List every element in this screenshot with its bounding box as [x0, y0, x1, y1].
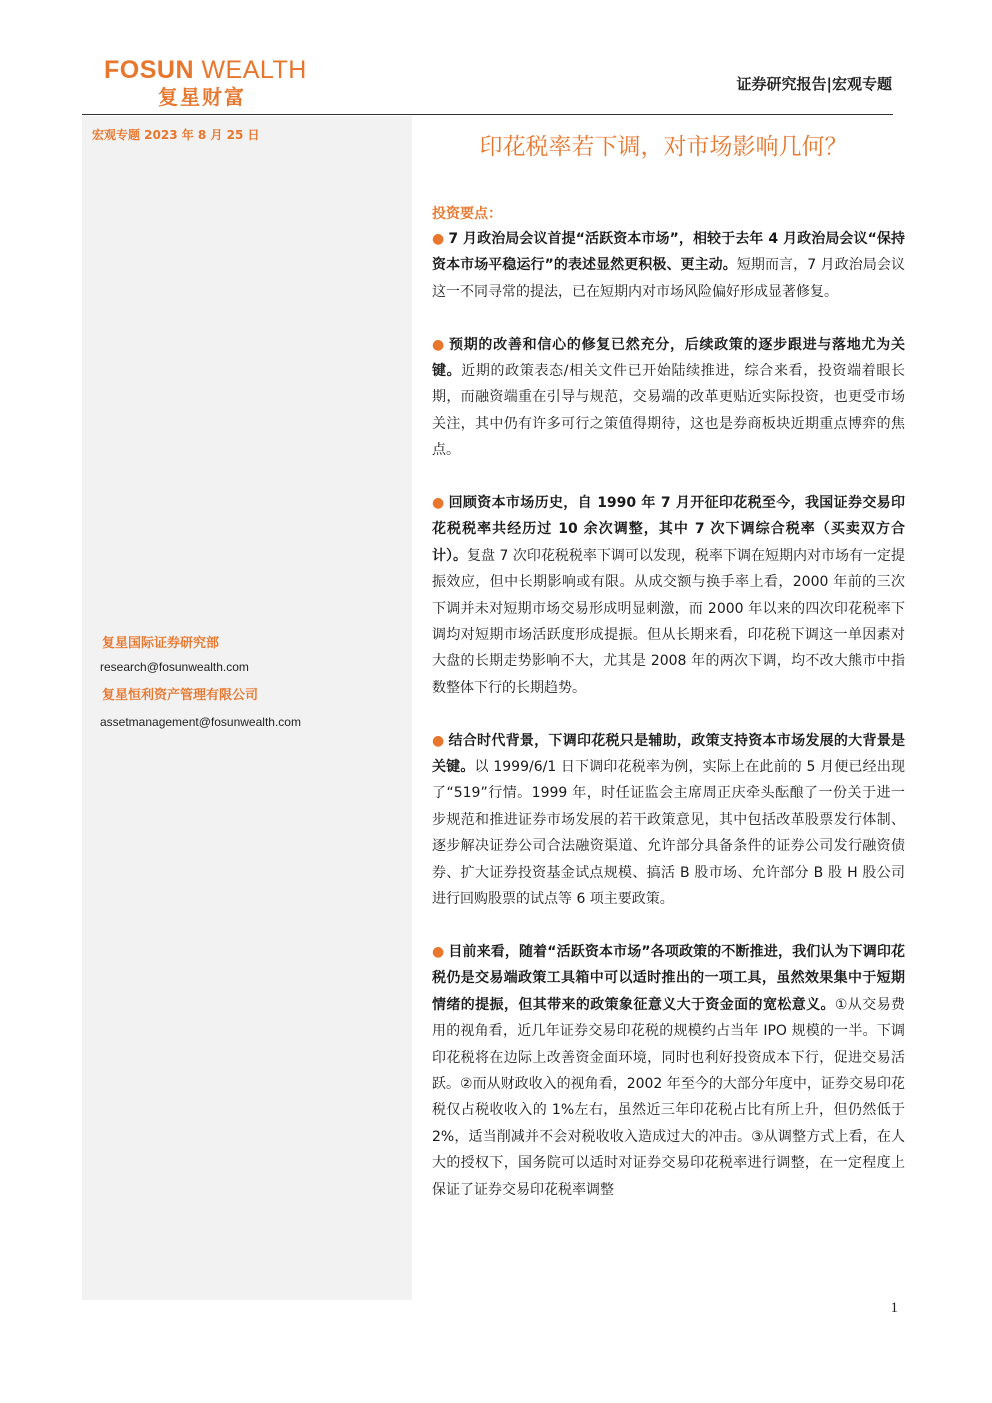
page-number: 1 [890, 1300, 898, 1316]
key-point: ● 7 月政治局会议首提“活跃资本市场”，相较于去年 4 月政治局会议“保持资本市场平稳运行”的表述显然更积极、更主动。短期而言，7 月政治局会议这一不同寻常的提法，已在短期内对市场风险偏好形成显著修复。 [432, 231, 905, 300]
bullet-icon: ● [432, 336, 445, 353]
key-point: ● 预期的改善和信心的修复已然充分，后续政策的逐步跟进与落地尤为关键。近期的政策表态/相关文件已开始陆续推进，综合来看，投资端着眼长期，而融资端重在引导与规范，交易端的改革更贴近实际投资，也更受市场关注，其中仍有许多可行之策值得期待，这也是券商板块近期重点博弈的焦点。 [432, 336, 906, 459]
email-research: research@fosunwealth.com [100, 660, 249, 674]
logo-english: FOSUN WEALTH [104, 56, 307, 84]
key-points-list [432, 226, 905, 1229]
bullet-icon: ● [432, 231, 445, 247]
report-type: 证券研究报告|宏观专题 [736, 75, 892, 93]
key-point: ● 回顾资本市场历史，自 1990 年 7 月开征印花税至今，我国证券交易印花税税率共经历过 10 余次调整，其中 7 次下调综合税率（买卖双方合计）。复盘 7 次印花税税率下调可以发现，税率下调在短期内对市场有一定提振效应，但中长期影响或有限。从成交额与换手率上看，2000 年前的三次下调并未对短期市场交易形成明显刺激，而 2000 年以来的四次印花税率下调均对短期市场活跃度形成提振。但从长期来看，印花税下调这一单因素对大盘的长期走势影响不大，尤其是 2008 年的两次下调，均不改大熊市中指数整体下行的长期趋势。 [432, 495, 906, 696]
org-asset-management: 复星恒利资产管理有限公司 [102, 688, 259, 703]
bullet-icon: ● [432, 943, 445, 960]
org-research-dept: 复星国际证券研究部 [102, 636, 220, 651]
header-divider [82, 114, 893, 115]
email-asset-management: assetmanagement@fosunwealth.com [100, 715, 301, 729]
report-date: 宏观专题 2023 年 8 月 25 日 [92, 128, 260, 142]
section-title: 投资要点： [432, 206, 502, 222]
key-point: ● 目前来看，随着“活跃资本市场”各项政策的不断推进，我们认为下调印花税仍是交易端政策工具箱中可以适时推出的一项工具，虽然效果集中于短期情绪的提振，但其带来的政策象征意义大于资金面的宽松意义。①从交易费用的视角看，近几年证券交易印花税的规模约占当年 IPO 规模的一半。下调印花税将在边际上改善资金面环境，同时也利好投资成本下行，促进交易活跃。②而从财政收入的视角看，2002 年至今的大部分年度中，证券交易印花税仅占税收收入的 1%左右，虽然近三年印花税占比有所上升，但仍然低于 2%，适当削减并不会对税收收入造成过大的冲击。③从调整方式上看，在人大的授权下，国务院可以适时对证券交易印花税率进行调整，在一定程度上保证了证券交易印花税率调整 [432, 943, 906, 1198]
bullet-icon: ● [432, 732, 445, 749]
main-content [432, 125, 906, 1198]
sidebar [82, 116, 412, 1300]
page-title: 印花税率若下调，对市场影响几何？ [479, 134, 848, 160]
company-logo [104, 56, 334, 110]
bullet-icon: ● [432, 495, 445, 512]
logo-chinese: 复星财富 [158, 85, 246, 109]
key-point: ● 结合时代背景，下调印花税只是辅助，政策支持资本市场发展的大背景是关键。以 1999/6/1 日下调印花税率为例，实际上在此前的 5 月便已经出现了“519”行情。1999 年，时任证监会主席周正庆牵头酝酿了一份关于进一步规范和推进证券市场发展的若干政策意见，其中包括改革股票发行体制、逐步解决证券公司合法融资渠道、允许部分具备条件的证券公司发行融资债券、扩大证券投资基金试点规模、搞活 B 股市场、允许部分 B 股 H 股公司进行回购股票的试点等 6 项主要政策。 [432, 732, 906, 908]
